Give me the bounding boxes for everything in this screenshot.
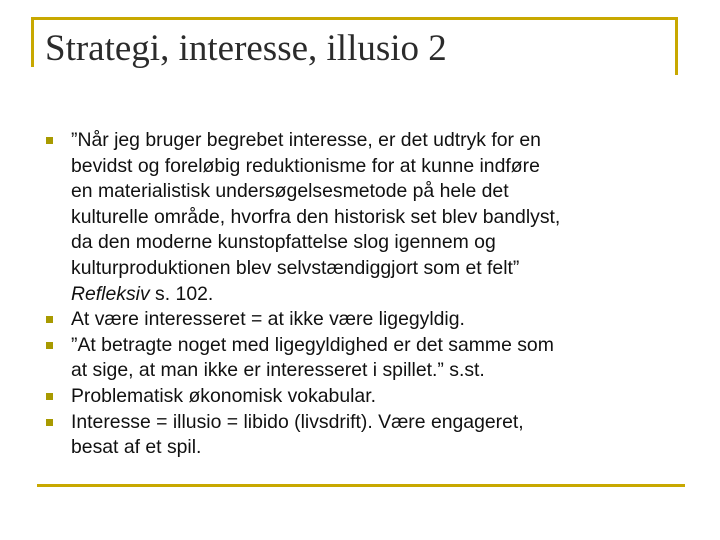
bullet-1-line-2: bevidst og foreløbig reduktionisme for at kunne indføre xyxy=(71,154,540,177)
square-bullet-icon xyxy=(46,393,53,400)
slide-title: Strategi, interesse, illusio 2 xyxy=(45,28,447,69)
frame-right-rule xyxy=(675,17,678,75)
bullet-item-2 xyxy=(46,307,686,333)
frame-top-rule xyxy=(31,17,678,20)
bullet-1-citation xyxy=(71,282,686,308)
bullet-item-4 xyxy=(46,384,686,410)
bullet-item-3 xyxy=(46,333,686,384)
bullet-item-1 xyxy=(46,128,686,307)
citation-page: s. 102. xyxy=(149,282,214,305)
square-bullet-icon xyxy=(46,419,53,426)
bullet-list xyxy=(46,128,686,461)
bullet-1-line-1: ”Når jeg bruger begrebet interesse, er det udtryk for en xyxy=(71,129,541,151)
bullet-1-line-5: da den moderne kunstopfattelse slog igennem og xyxy=(71,231,496,254)
bullet-3-line-1: ”At betragte noget med ligegyldighed er det samme som xyxy=(71,333,554,356)
bullet-1-line-3: en materialistisk undersøgelsesmetode på hele det xyxy=(71,180,509,203)
bullet-4-line-1: Problematisk økonomisk vokabular. xyxy=(71,384,376,407)
bullet-item-5 xyxy=(46,410,686,461)
bullet-1-line-4: kulturelle område, hvorfra den historisk set blev bandlyst, xyxy=(71,205,561,228)
bullet-3-line-2: at sige, at man ikke er interesseret i spillet.” s.st. xyxy=(71,359,485,382)
bullet-5-line-2: besat af et spil. xyxy=(71,436,202,459)
frame-left-rule xyxy=(31,17,34,67)
square-bullet-icon xyxy=(46,316,53,323)
square-bullet-icon xyxy=(46,137,53,144)
square-bullet-icon xyxy=(46,342,53,349)
frame-bottom-rule xyxy=(37,484,685,487)
citation-book-title: Refleksiv xyxy=(71,282,150,305)
bullet-2-line-1: At være interesseret = at ikke være ligegyldig. xyxy=(71,308,465,331)
bullet-5-line-1: Interesse = illusio = libido (livsdrift). Være engageret, xyxy=(71,410,524,433)
bullet-1-line-6: kulturproduktionen blev selvstændiggjort som et felt” xyxy=(71,256,520,279)
